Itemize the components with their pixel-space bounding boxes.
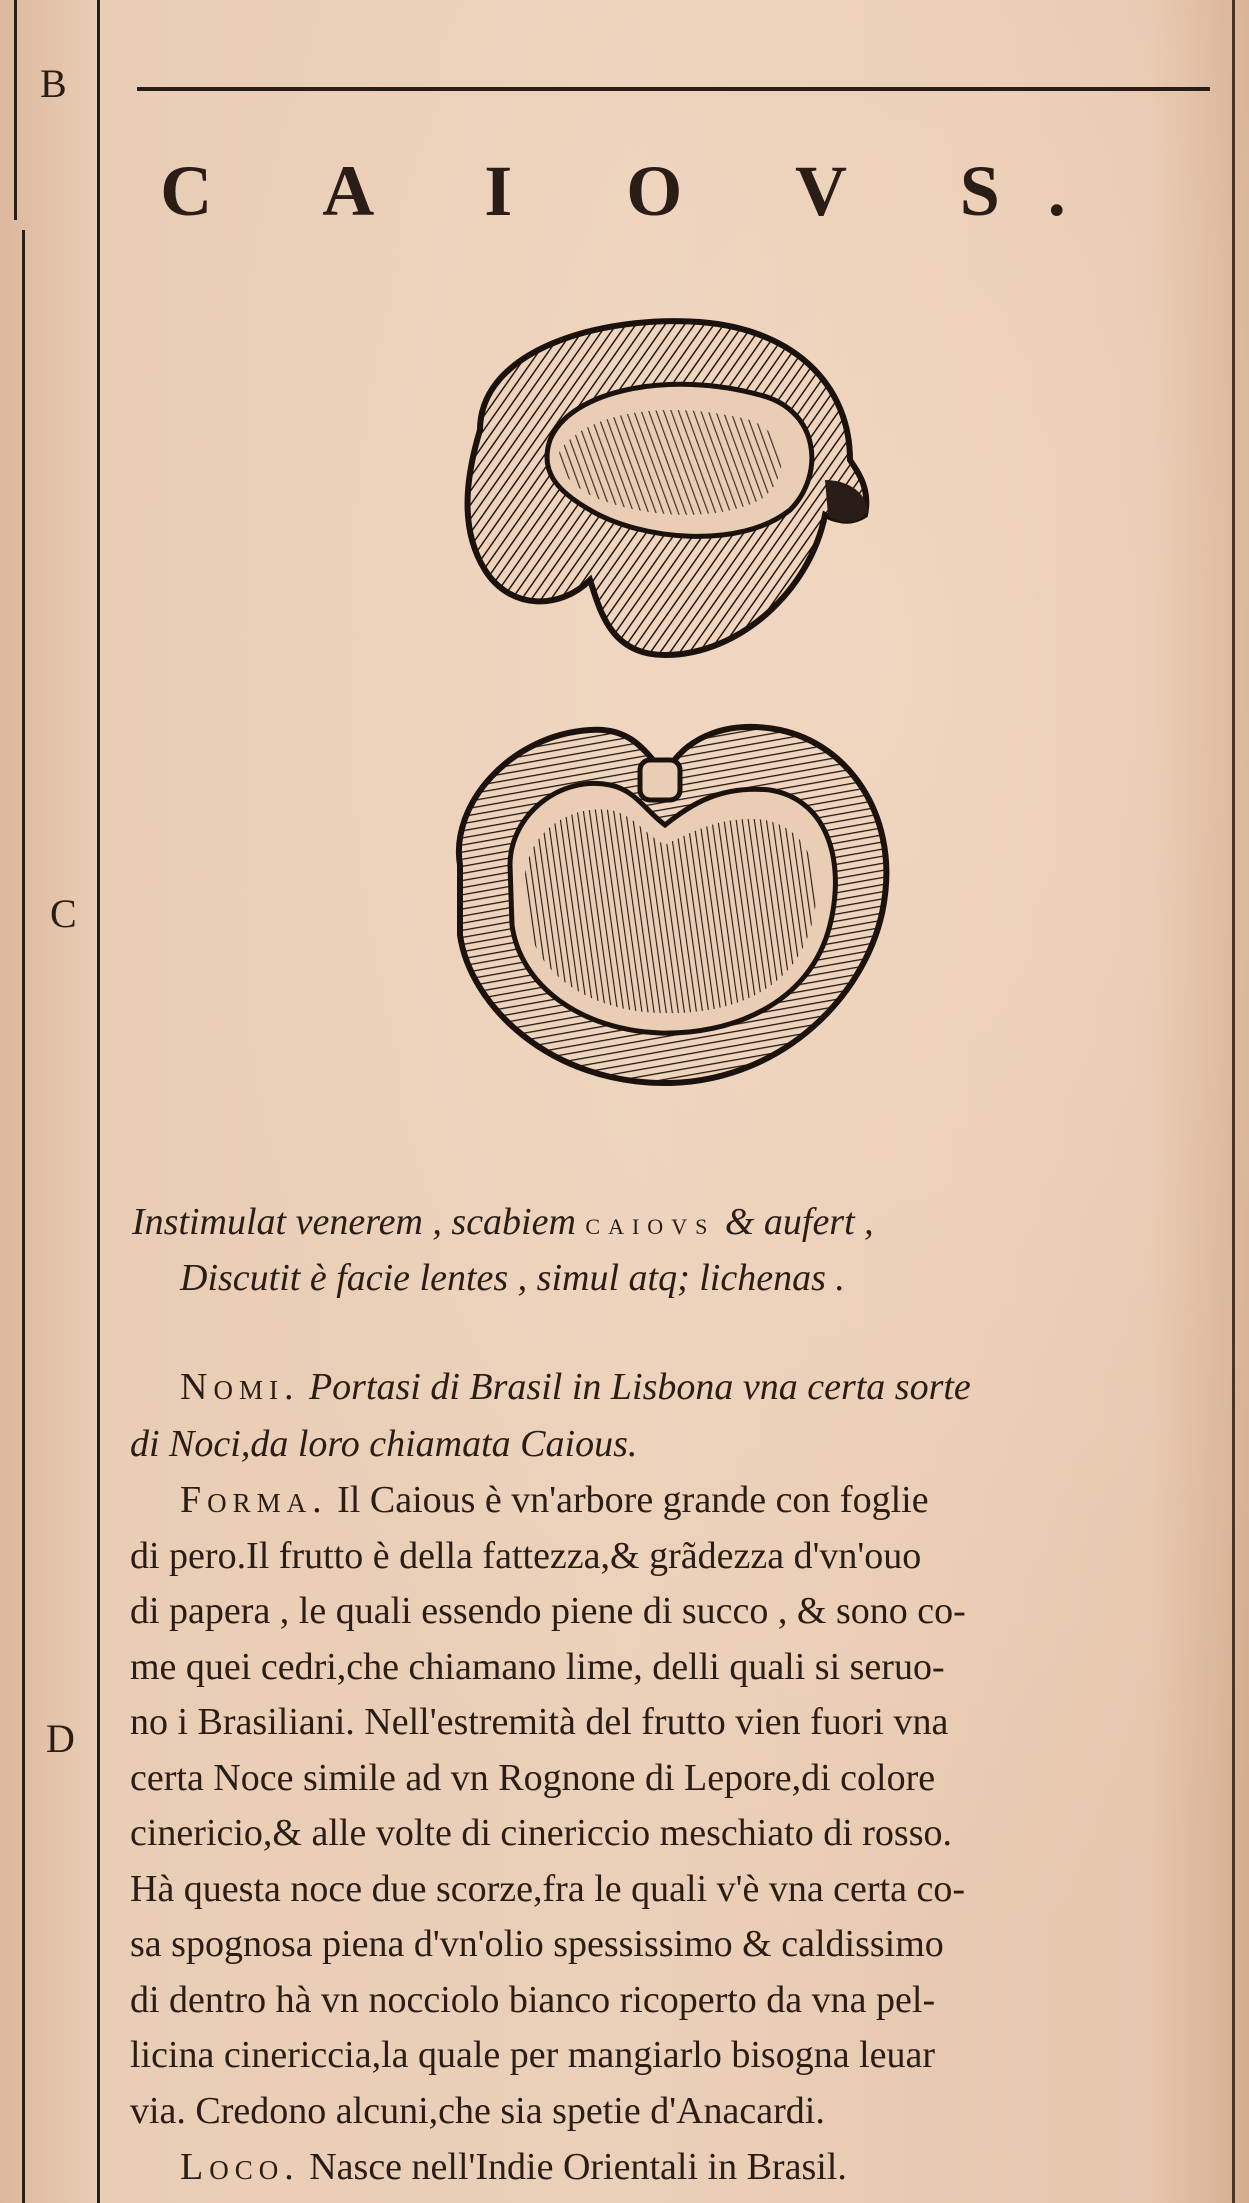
forma-line-1 <box>180 1481 1249 1519</box>
verse-line-1-text-a: Instimulat venerem , scabiem <box>132 1201 576 1243</box>
verse-line-2: Discutit è facie lentes , simul atq; lichenas . <box>180 1257 845 1299</box>
margin-rule-inner <box>97 0 100 2203</box>
loco-text: Nasce nell'Indie Orientali in Brasil. <box>309 2146 847 2188</box>
forma-line: certa Noce simile ad vn Rognone di Lepore,di colore <box>130 1757 936 1799</box>
caious-fruit-section-woodcut <box>430 715 900 1095</box>
forma-line: di dentro hà vn nocciolo bianco ricoperto da vna pel- <box>130 1979 936 2021</box>
forma-line: sa spognosa piena d'vn'olio spessissimo & caldissimo <box>130 1923 944 1965</box>
nomi-heading: Nomi. <box>180 1366 300 1408</box>
margin-letter-b: B <box>40 61 67 106</box>
forma-line: no i Brasiliani. Nell'estremità del frutto vien fuori vna <box>130 1701 949 1743</box>
nomi-line-1-text: Portasi di Brasil in Lisbona vna certa sorte <box>308 1366 971 1408</box>
forma-line: Hà questa noce due scorze,fra le quali v'è vna certa co- <box>130 1868 966 1910</box>
margin-rule-outer <box>14 0 17 220</box>
margin-letter-d: D <box>46 1716 75 1761</box>
loco-heading: Loco. <box>180 2146 300 2188</box>
page-title: C A I O V S. <box>160 151 1114 231</box>
forma-line: me quei cedri,che chiamano lime, delli quali si seruo- <box>130 1646 945 1688</box>
margin-letter-c: C <box>50 891 77 936</box>
forma-heading: Forma. <box>180 1479 328 1521</box>
page-edge-right <box>1232 0 1235 2203</box>
forma-line: cinericio,& alle volte di cinericcio meschiato di rosso. <box>130 1812 953 1854</box>
verse-line-1 <box>132 1200 1192 1244</box>
verse-line-1-text-b: & aufert , <box>724 1201 874 1243</box>
caious-fruit-exterior-woodcut <box>440 310 880 670</box>
forma-line-1-text: Il Caious è vn'arbore grande con foglie <box>337 1479 929 1521</box>
verse-line-1-caious: caiovs <box>585 1205 716 1241</box>
margin-rule-outer-lower <box>22 230 25 2203</box>
loco-line <box>180 2148 1249 2186</box>
forma-line: di pero.Il frutto è della fattezza,& grãdezza d'vn'ouo <box>130 1535 922 1577</box>
header-rule <box>137 87 1210 91</box>
forma-line: licina cinericcia,la quale per mangiarlo bisogna leuar <box>130 2034 936 2076</box>
nomi-line-2: di Noci,da loro chiamata Caious. <box>130 1423 638 1465</box>
forma-line: di papera , le quali essendo piene di succo , & sono co- <box>130 1590 966 1632</box>
forma-line: via. Credono alcuni,che sia spetie d'Anacardi. <box>130 2090 825 2132</box>
nomi-line-1 <box>180 1368 1249 1406</box>
